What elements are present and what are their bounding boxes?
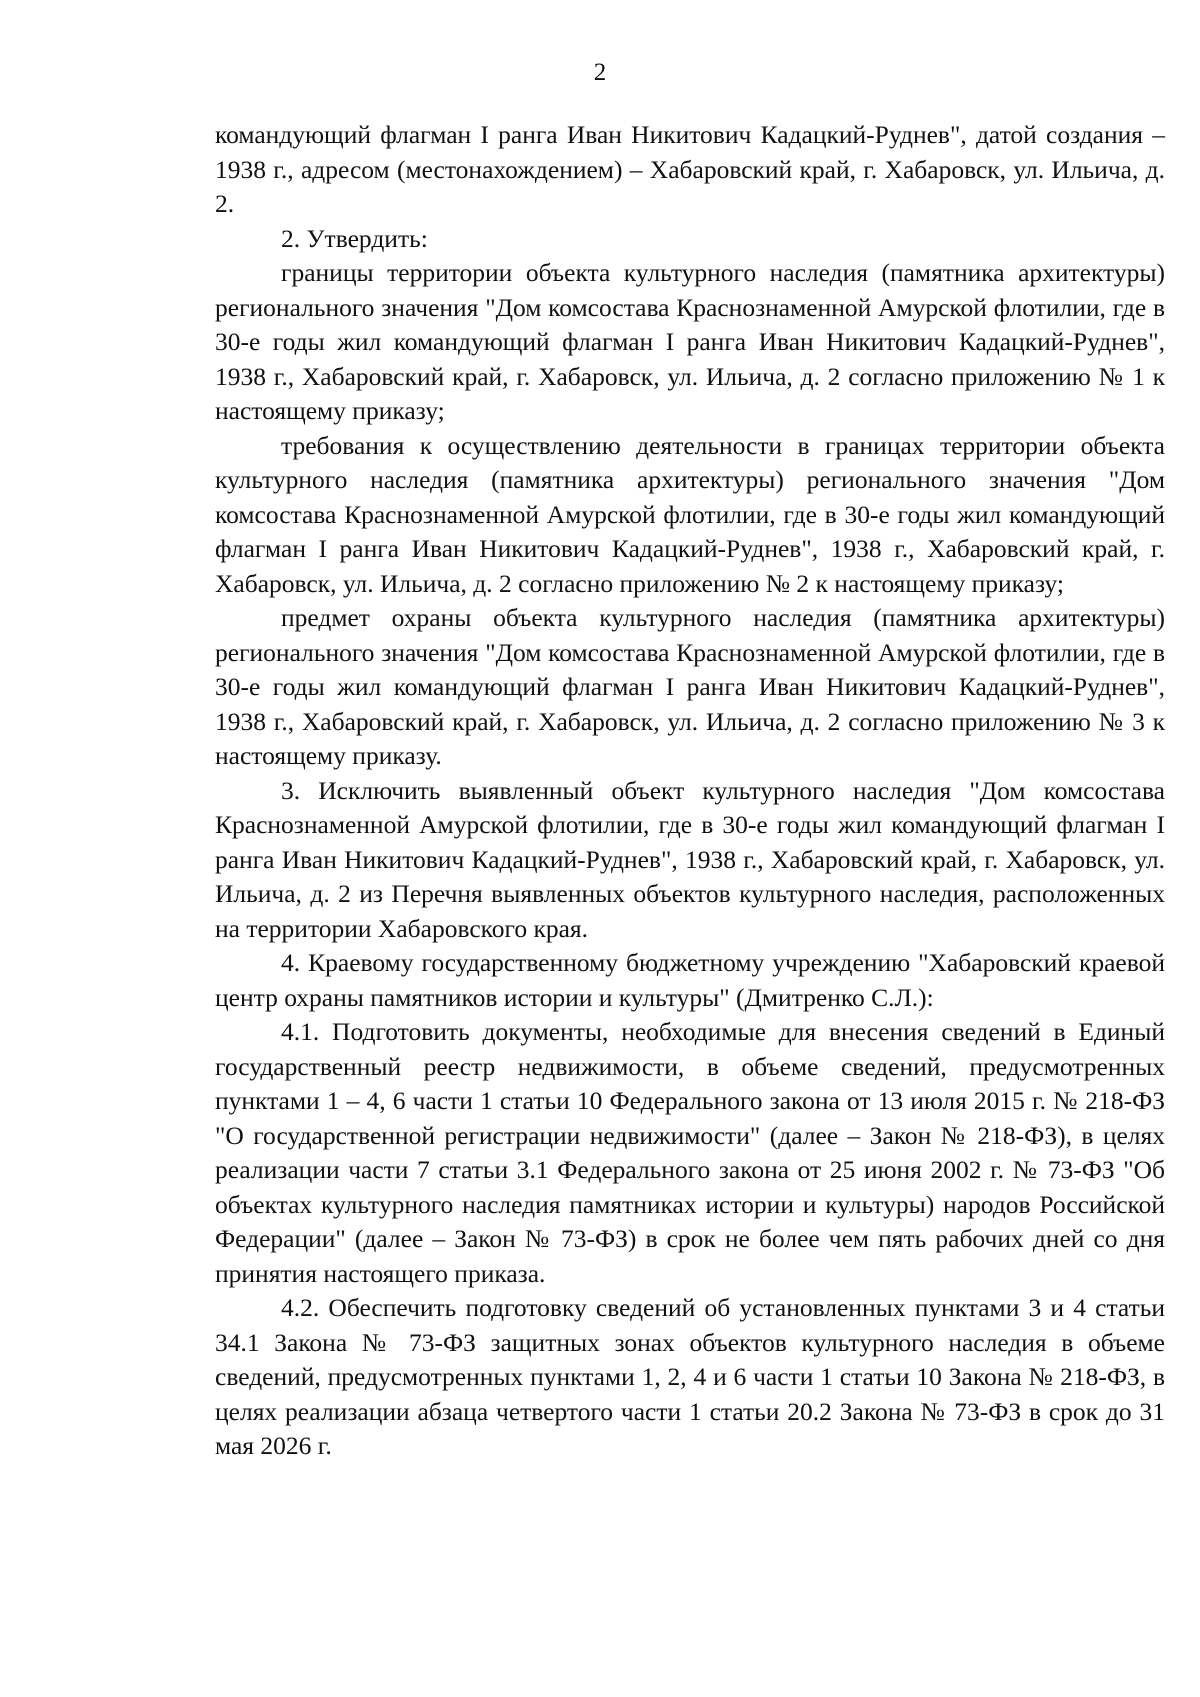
- paragraph-item-4-1: 4.1. Подготовить документы, необходимые для внесения сведений в Единый государственный реестр недвижимости, в объеме сведений, предусмотренных пунктами 1 – 4, 6 части 1 статьи 10 Федерального закона от 13 июля 2015 г. № 218-ФЗ "О государственной регистрации недвижимости" (далее – Закон № 218-ФЗ), в целях реализации части 7 статьи 3.1 Федерального закона от 25 июня 2002 г. № 73-ФЗ "Об объектах культурного наследия памятниках истории и культуры) народов Российской Федерации" (далее – Закон № 73-ФЗ) в срок не более чем пять рабочих дней со дня принятия настоящего приказа.: [215, 1017, 1165, 1288]
- page-number: 2: [593, 59, 607, 86]
- paragraph-item-4: 4. Краевому государственному бюджетному учреждению "Хабаровский краевой центр охраны памятников истории и культуры" (Дмитренко С.Л.):: [215, 948, 1165, 1012]
- paragraph-item-4-2: 4.2. Обеспечить подготовку сведений об установленных пунктами 3 и 4 статьи 34.1 Закона № 73-ФЗ защитных зонах объектов культурного наследия в объеме сведений, предусмотренных пунктами 1, 2, 4 и 6 части 1 статьи 10 Закона № 218-ФЗ, в целях реализации абзаца четвертого части 1 статьи 20.2 Закона № 73-ФЗ в срок до 31 мая 2026 г.: [215, 1293, 1165, 1460]
- paragraph-activity-requirements: требования к осуществлению деятельности в границах территории объекта культурного наследия (памятника архитектуры) регионального значения "Дом комсостава Краснознаменной Амурской флотилии, где в 30-е годы жил командующий флагман I ранга Иван Никитович Кадацкий-Руднев", 1938 г., Хабаровский край, г. Хабаровск, ул. Ильича, д. 2 согласно приложению № 2 к настоящему приказу;: [215, 430, 1165, 598]
- paragraph-territory-boundaries: границы территории объекта культурного наследия (памятника архитектуры) регионального значения "Дом комсостава Краснознаменной Амурской флотилии, где в 30-е годы жил командующий флагман I ранга Иван Никитович Кадацкий-Руднев", 1938 г., Хабаровский край, г. Хабаровск, ул. Ильича, д. 2 согласно приложению № 1 к настоящему приказу;: [215, 258, 1165, 425]
- document-body: [215, 118, 1165, 1464]
- paragraph-item-2: 2. Утвердить:: [281, 223, 428, 253]
- paragraph-item-3: 3. Исключить выявленный объект культурного наследия "Дом комсостава Краснознаменной Амурской флотилии, где в 30-е годы жил командующий флагман I ранга Иван Никитович Кадацкий-Руднев", 1938 г., Хабаровский край, г. Хабаровск, ул. Ильича, д. 2 из Перечня выявленных объектов культурного наследия, расположенных на территории Хабаровского края.: [215, 775, 1165, 943]
- paragraph-continuation: командующий флагман I ранга Иван Никитович Кадацкий-Руднев", датой создания – 1938 г., адресом (местонахождением) – Хабаровский край, г. Хабаровск, ул. Ильича, д. 2.: [215, 120, 1165, 218]
- paragraph-protection-subject: предмет охраны объекта культурного наследия (памятника архитектуры) регионального значения "Дом комсостава Краснознаменной Амурской флотилии, где в 30-е годы жил командующий флагман I ранга Иван Никитович Кадацкий-Руднев", 1938 г., Хабаровский край, г. Хабаровск, ул. Ильича, д. 2 согласно приложению № 3 к настоящему приказу.: [215, 603, 1165, 770]
